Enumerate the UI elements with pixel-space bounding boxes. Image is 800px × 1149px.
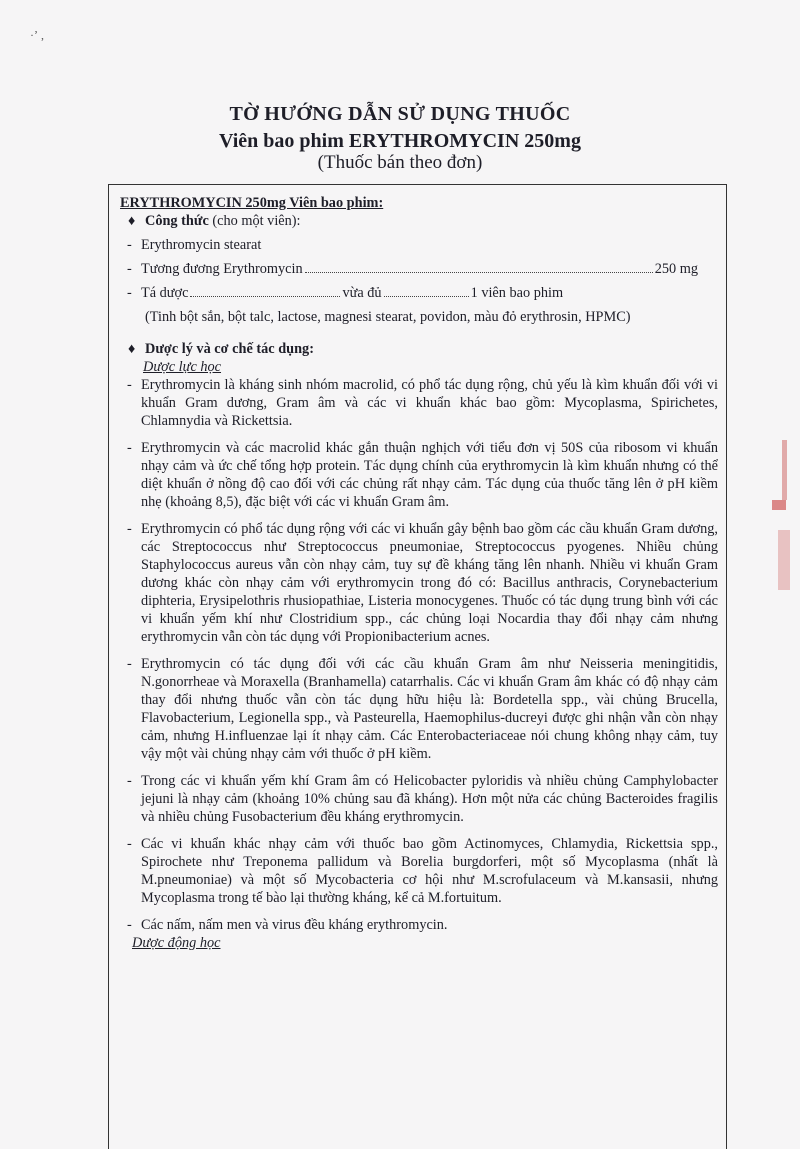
formula-label: Tương đương Erythromycin: [141, 261, 303, 277]
list-item: - Erythromycin và các macrolid khác gắn thuận nghịch với tiểu đơn vị 50S của ribosom vi khuẩn nhạy cảm và ức chế tổng hợp protein. Tác dụng chính của erythromycin là kìm khuẩn nhưng có thể diệt khuẩn ở nồng độ cao đối với các chủng rất nhạy cảm. Tác dụng của thuốc tăng lên ở pH kiềm nhẹ (khoảng 8,5), đặc biệt với các vi khuẩn Gram âm.: [127, 440, 718, 510]
formula-row: - Erythromycin stearat: [127, 237, 262, 253]
formula-row: - Tương đương Erythromycin 250 mg: [127, 261, 698, 277]
pharm-title: Dược lý và cơ chế tác dụng:: [145, 341, 314, 357]
list-item: - Erythromycin là kháng sinh nhóm macrolid, có phổ tác dụng rộng, chủ yếu là kìm khuẩn đối với vi khuẩn Gram dương, Gram âm và các vi khuẩn khác bao gồm: Mycoplasma, Spirichetes, Chlamnydia và Rickettsia.: [127, 377, 718, 429]
pharm-heading: [120, 340, 718, 358]
list-item: - Các nấm, nấm men và virus đều kháng erythromycin.: [127, 917, 448, 933]
pharmacodynamics-heading: Dược lực học: [143, 359, 222, 375]
formula-sub: (cho một viên):: [212, 213, 301, 229]
list-item: - Erythromycin có tác dụng đối với các cầu khuẩn Gram âm như Neisseria meningitidis, N.gonorrheae và Moraxella (Branhamella) catarrhalis. Các vi khuẩn Gram âm khác có độ nhạy cảm thay đổi nhưng thuốc vẫn còn tác dụng hữu hiệu là: Bordetella spp., vài chủng Brucella, Flavobacterium, Legionella spp., và Pasteurella, Haemophilus-ducreyi được ghi nhận vẫn còn nhạy cảm, nhưng H.influenzae lại ít nhạy cảm. Các Enterobacteriaceae nói chung không nhạy cảm, tuy vậy một vài chủng nhạy cảm với thuốc ở pH kiềm.: [127, 656, 718, 762]
formula-title: Công thức: [145, 213, 209, 229]
diamond-bullet-icon: ♦: [128, 341, 136, 357]
list-item: - Trong các vi khuẩn yếm khí Gram âm có Helicobacter pyloridis và nhiều chủng Camphylobacter jejuni là nhạy cảm (khoảng 10% chủng sau đã kháng). Hơn một nửa các chủng Bacteroides fragilis và nhiều chủng Fusobacterium đều kháng erythromycin.: [127, 773, 718, 825]
formula-label: Tá dược: [141, 285, 189, 301]
red-stamp-mark: [764, 440, 794, 600]
formula-row: - Tá dược vừa đủ 1 viên bao phim: [127, 285, 564, 301]
formula-heading: [120, 212, 718, 230]
pharmacokinetics-heading: Dược động học: [132, 935, 221, 951]
document-subtitle: Viên bao phim ERYTHROMYCIN 250mg: [219, 130, 581, 152]
prescription-note: (Thuốc bán theo đơn): [317, 152, 483, 173]
formula-value: 250 mg: [654, 261, 698, 277]
list-item: - Erythromycin có phổ tác dụng rộng với các vi khuẩn gây bệnh bao gồm các cầu khuẩn Gram dương, các Streptococcus như Streptococcus pneumoniae, Streptococcus pyogenes. Nhiều chủng Staphylococcus aureus vẫn còn nhạy cảm, tuy sự đề kháng tăng lên nhanh. Nhiều vi khuẩn Gram dương khác còn nhạy cảm với erythromycin trong đó có: Bacillus anthracis, Corynebacterium diphteria, Erysipelothris rhusiopathiae, Listeria monocygenes. Thuốc có tác dụng trung bình với các vi khuẩn yếm khí như Clostridium spp., các chủng loại Nocardia thay đổi nhạy cảm nhưng erythromycin vẫn còn tác dụng với Propionibacterium acnes.: [127, 521, 718, 645]
formula-value: 1 viên bao phim: [470, 285, 564, 301]
formula-label: Erythromycin stearat: [141, 237, 262, 253]
excipients: (Tinh bột sắn, bột talc, lactose, magnesi stearat, povidon, màu đỏ erythrosin, HPMC): [145, 309, 631, 325]
content-body: [120, 194, 718, 952]
scan-mark: ·ʼ ,: [30, 28, 44, 42]
list-item: - Các vi khuẩn khác nhạy cảm với thuốc bao gồm Actinomyces, Chlamydia, Rickettsia spp., Spirochete như Treponema pallidum và Borelia burgdorferi, một số Mycoplasma (nhất là M.pneumoniae) và một số Mycobacteria cơ hội như M.scrofulaceum và M.kansasii, nhưng Mycoplasma trong tế bào lại thường kháng, kể cả M.fortuitum.: [127, 836, 718, 906]
formula-mid: vừa đủ: [342, 285, 382, 301]
section-heading: ERYTHROMYCIN 250mg Viên bao phim:: [120, 195, 384, 211]
document-title: TỜ HƯỚNG DẪN SỬ DỤNG THUỐC: [229, 103, 571, 125]
diamond-bullet-icon: ♦: [128, 213, 136, 229]
